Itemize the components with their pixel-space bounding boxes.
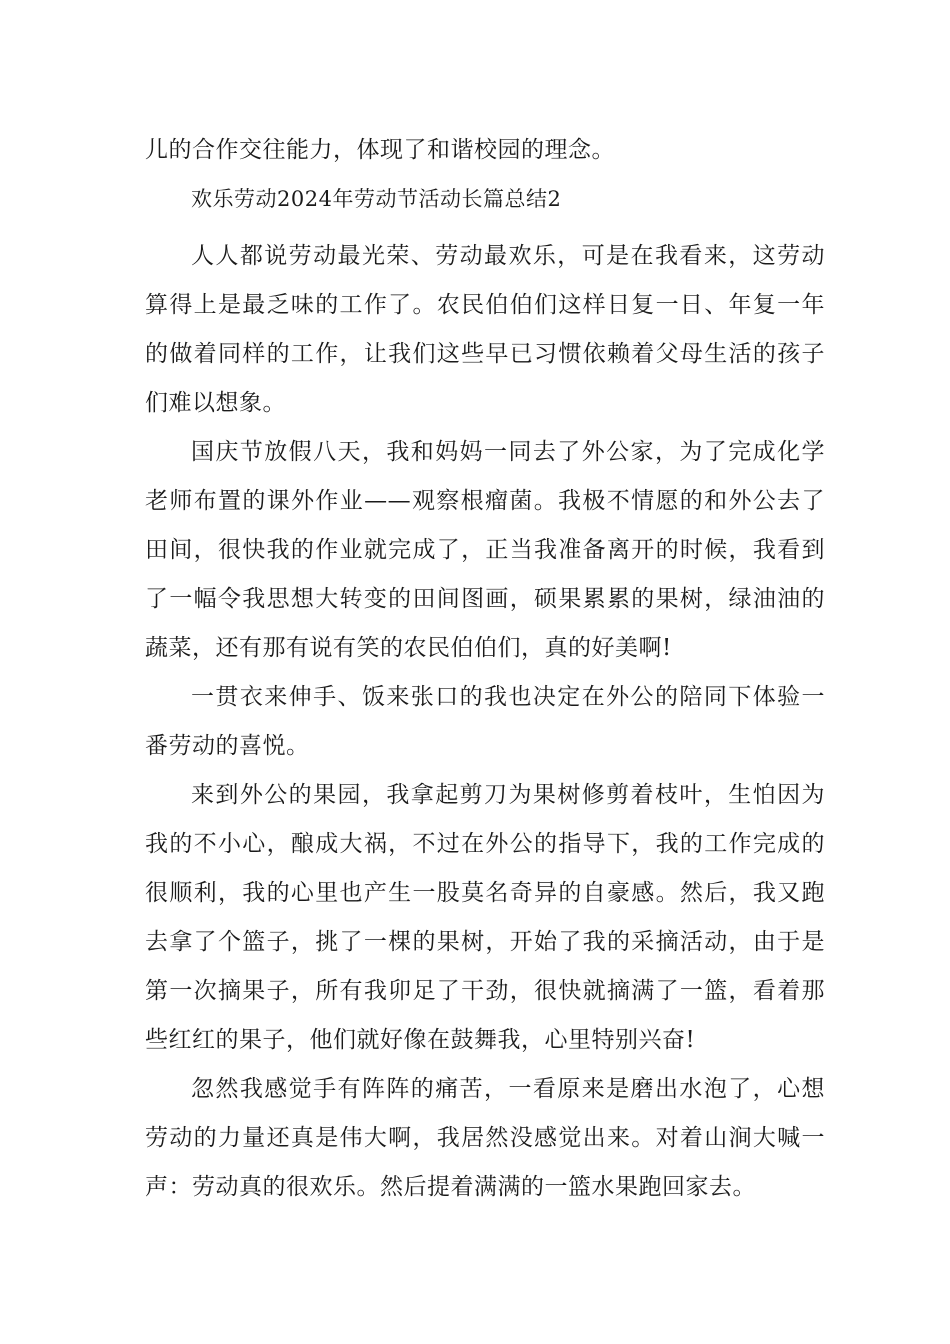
- section-heading: 欢乐劳动2024年劳动节活动长篇总结2: [191, 187, 562, 211]
- paragraph-intro: 人人都说劳动最光荣、劳动最欢乐，可是在我看来，这劳动算得上是最乏味的工作了。农民伯伯们这样日复一日、年复一年的做着同样的工作，让我们这些早已习惯依赖着父母生活的孩子们难以想象。: [145, 243, 825, 416]
- document-body: [145, 126, 825, 1212]
- paragraph-decision: 一贯衣来伸手、饭来张口的我也决定在外公的陪同下体验一番劳动的喜悦。: [145, 684, 825, 759]
- paragraph-national-day: 国庆节放假八天，我和妈妈一同去了外公家，为了完成化学老师布置的课外作业——观察根瘤菌。我极不情愿的和外公去了田间，很快我的作业就完成了，正当我准备离开的时候，我看到了一幅令我思想大转变的田间图画，硕果累累的果树，绿油油的蔬菜，还有那有说有笑的农民伯伯们，真的好美啊!: [145, 439, 825, 661]
- paragraph-conclusion: 忽然我感觉手有阵阵的痛苦，一看原来是磨出水泡了，心想劳动的力量还真是伟大啊，我居然没感觉出来。对着山涧大喊一声：劳动真的很欢乐。然后提着满满的一篮水果跑回家去。: [145, 1076, 825, 1200]
- continued-paragraph: 儿的合作交往能力，体现了和谐校园的理念。: [145, 137, 615, 163]
- paragraph-orchard: 来到外公的果园，我拿起剪刀为果树修剪着枝叶，生怕因为我的不小心，酿成大祸，不过在外公的指导下，我的工作完成的很顺利，我的心里也产生一股莫名奇异的自豪感。然后，我又跑去拿了个篮子，挑了一棵的果树，开始了我的采摘活动，由于是第一次摘果子，所有我卯足了干劲，很快就摘满了一篮，看着那些红红的果子，他们就好像在鼓舞我，心里特别兴奋!: [145, 782, 825, 1053]
